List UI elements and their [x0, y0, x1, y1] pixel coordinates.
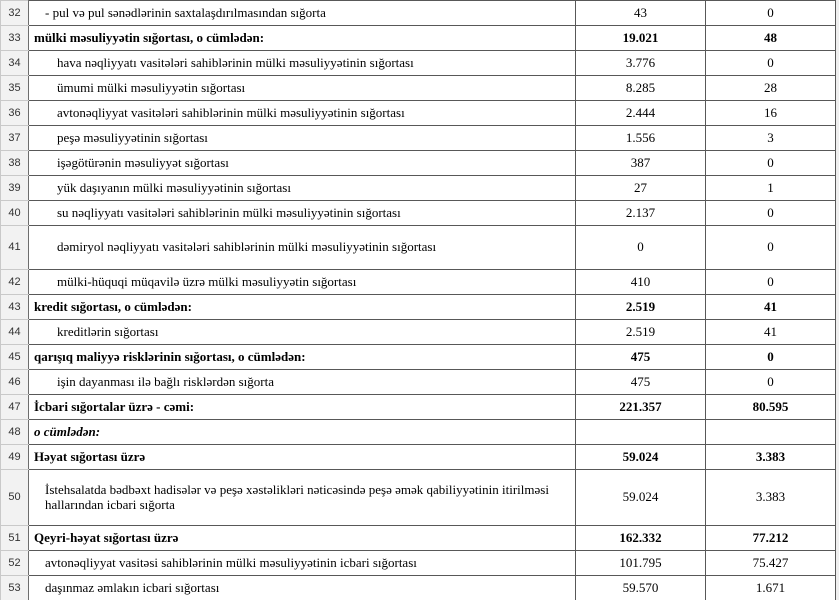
- value1-cell[interactable]: 2.519: [576, 320, 706, 345]
- label-cell[interactable]: Həyat sığortası üzrə: [29, 445, 576, 470]
- value2-cell[interactable]: 3.383: [706, 445, 836, 470]
- label-cell[interactable]: avtonəqliyyat vasitəsi sahiblərinin mülki məsuliyyətinin icbari sığortası: [29, 551, 576, 576]
- value2-cell[interactable]: 1.671: [706, 576, 836, 600]
- label-cell[interactable]: mülki-hüquqi müqavilə üzrə mülki məsuliyyətin sığortası: [29, 270, 576, 295]
- value1-cell[interactable]: 0: [576, 226, 706, 270]
- row-number-cell[interactable]: 43: [1, 295, 29, 320]
- value1-cell[interactable]: 410: [576, 270, 706, 295]
- value2-cell[interactable]: 0: [706, 226, 836, 270]
- value2-cell[interactable]: 48: [706, 26, 836, 51]
- table-row: [1, 370, 836, 395]
- table-row: [1, 176, 836, 201]
- table-row: [1, 395, 836, 420]
- table-row: [1, 1, 836, 26]
- row-number-cell[interactable]: 52: [1, 551, 29, 576]
- table-row: [1, 576, 836, 600]
- label-cell[interactable]: o cümlədən:: [29, 420, 576, 445]
- value2-cell[interactable]: 80.595: [706, 395, 836, 420]
- row-number-cell[interactable]: 39: [1, 176, 29, 201]
- value2-cell[interactable]: 3.383: [706, 470, 836, 526]
- value2-cell[interactable]: 0: [706, 151, 836, 176]
- value1-cell[interactable]: 475: [576, 370, 706, 395]
- value2-cell[interactable]: 0: [706, 51, 836, 76]
- row-number-cell[interactable]: 47: [1, 395, 29, 420]
- value2-cell[interactable]: 0: [706, 270, 836, 295]
- row-number-cell[interactable]: 49: [1, 445, 29, 470]
- row-number-cell[interactable]: 53: [1, 576, 29, 600]
- value2-cell[interactable]: 77.212: [706, 526, 836, 551]
- table-row: [1, 470, 836, 526]
- row-number-cell[interactable]: 40: [1, 201, 29, 226]
- value1-cell[interactable]: 27: [576, 176, 706, 201]
- value2-cell[interactable]: 0: [706, 201, 836, 226]
- row-number-cell[interactable]: 38: [1, 151, 29, 176]
- value2-cell[interactable]: 28: [706, 76, 836, 101]
- value1-cell[interactable]: 59.024: [576, 470, 706, 526]
- table-row: [1, 226, 836, 270]
- value2-cell[interactable]: 41: [706, 320, 836, 345]
- value1-cell[interactable]: 8.285: [576, 76, 706, 101]
- label-cell[interactable]: qarışıq maliyyə risklərinin sığortası, o cümlədən:: [29, 345, 576, 370]
- table-row: [1, 51, 836, 76]
- row-number-cell[interactable]: 32: [1, 1, 29, 26]
- value1-cell[interactable]: 59.024: [576, 445, 706, 470]
- value1-cell[interactable]: 162.332: [576, 526, 706, 551]
- value1-cell[interactable]: 2.137: [576, 201, 706, 226]
- value1-cell[interactable]: 101.795: [576, 551, 706, 576]
- value1-cell[interactable]: 43: [576, 1, 706, 26]
- value2-cell[interactable]: 3: [706, 126, 836, 151]
- table-row: [1, 101, 836, 126]
- value1-cell[interactable]: 387: [576, 151, 706, 176]
- table-row: [1, 420, 836, 445]
- value1-cell[interactable]: 1.556: [576, 126, 706, 151]
- label-cell[interactable]: daşınmaz əmlakın icbari sığortası: [29, 576, 576, 600]
- table-row: [1, 320, 836, 345]
- row-number-cell[interactable]: 48: [1, 420, 29, 445]
- table-row: [1, 26, 836, 51]
- row-number-cell[interactable]: 51: [1, 526, 29, 551]
- label-cell[interactable]: İcbari sığortalar üzrə - cəmi:: [29, 395, 576, 420]
- row-number-cell[interactable]: 41: [1, 226, 29, 270]
- value1-cell[interactable]: 59.570: [576, 576, 706, 600]
- table-row: [1, 151, 836, 176]
- row-number-cell[interactable]: 44: [1, 320, 29, 345]
- table-row: [1, 445, 836, 470]
- label-cell[interactable]: Qeyri-həyat sığortası üzrə: [29, 526, 576, 551]
- value2-cell[interactable]: 16: [706, 101, 836, 126]
- label-cell[interactable]: yük daşıyanın mülki məsuliyyətinin sığortası: [29, 176, 576, 201]
- value1-cell[interactable]: 3.776: [576, 51, 706, 76]
- label-cell[interactable]: mülki məsuliyyətin sığortası, o cümlədən:: [29, 26, 576, 51]
- row-number-cell[interactable]: 33: [1, 26, 29, 51]
- label-cell[interactable]: kredit sığortası, o cümlədən:: [29, 295, 576, 320]
- label-cell[interactable]: dəmiryol nəqliyyatı vasitələri sahiblərinin mülki məsuliyyətinin sığortası: [29, 226, 576, 270]
- table-row: [1, 551, 836, 576]
- value2-cell[interactable]: 0: [706, 345, 836, 370]
- label-cell[interactable]: ümumi mülki məsuliyyətin sığortası: [29, 76, 576, 101]
- row-number-cell[interactable]: 50: [1, 470, 29, 526]
- value2-cell[interactable]: 75.427: [706, 551, 836, 576]
- table-row: [1, 295, 836, 320]
- row-number-cell[interactable]: 45: [1, 345, 29, 370]
- table-row: [1, 526, 836, 551]
- table-row: [1, 201, 836, 226]
- label-cell[interactable]: işin dayanması ilə bağlı risklərdən sığorta: [29, 370, 576, 395]
- row-number-cell[interactable]: 34: [1, 51, 29, 76]
- label-cell[interactable]: avtonəqliyyat vasitələri sahiblərinin mülki məsuliyyətinin sığortası: [29, 101, 576, 126]
- value1-cell[interactable]: 221.357: [576, 395, 706, 420]
- row-number-cell[interactable]: 35: [1, 76, 29, 101]
- value2-cell[interactable]: 0: [706, 1, 836, 26]
- row-number-cell[interactable]: 36: [1, 101, 29, 126]
- label-cell[interactable]: hava nəqliyyatı vasitələri sahiblərinin mülki məsuliyyətinin sığortası: [29, 51, 576, 76]
- value1-cell[interactable]: 475: [576, 345, 706, 370]
- value2-cell[interactable]: [706, 420, 836, 445]
- value1-cell[interactable]: [576, 420, 706, 445]
- label-cell[interactable]: işəgötürənin məsuliyyət sığortası: [29, 151, 576, 176]
- label-cell[interactable]: su nəqliyyatı vasitələri sahiblərinin mülki məsuliyyətinin sığortası: [29, 201, 576, 226]
- value2-cell[interactable]: 41: [706, 295, 836, 320]
- table-row: [1, 270, 836, 295]
- row-number-cell[interactable]: 37: [1, 126, 29, 151]
- table-row: [1, 345, 836, 370]
- value1-cell[interactable]: 2.444: [576, 101, 706, 126]
- label-cell[interactable]: - pul və pul sənədlərinin saxtalaşdırılmasından sığorta: [29, 1, 576, 26]
- label-cell[interactable]: İstehsalatda bədbəxt hadisələr və peşə xəstəlikləri nəticəsində peşə əmək qabiliyyətinin itirilməsi hallarından icbari sığorta: [29, 470, 576, 526]
- value1-cell[interactable]: 19.021: [576, 26, 706, 51]
- label-cell[interactable]: kreditlərin sığortası: [29, 320, 576, 345]
- row-number-cell[interactable]: 46: [1, 370, 29, 395]
- row-number-cell[interactable]: 42: [1, 270, 29, 295]
- value1-cell[interactable]: 2.519: [576, 295, 706, 320]
- label-cell[interactable]: peşə məsuliyyətinin sığortası: [29, 126, 576, 151]
- table-row: [1, 76, 836, 101]
- value2-cell[interactable]: 1: [706, 176, 836, 201]
- table-row: [1, 126, 836, 151]
- value2-cell[interactable]: 0: [706, 370, 836, 395]
